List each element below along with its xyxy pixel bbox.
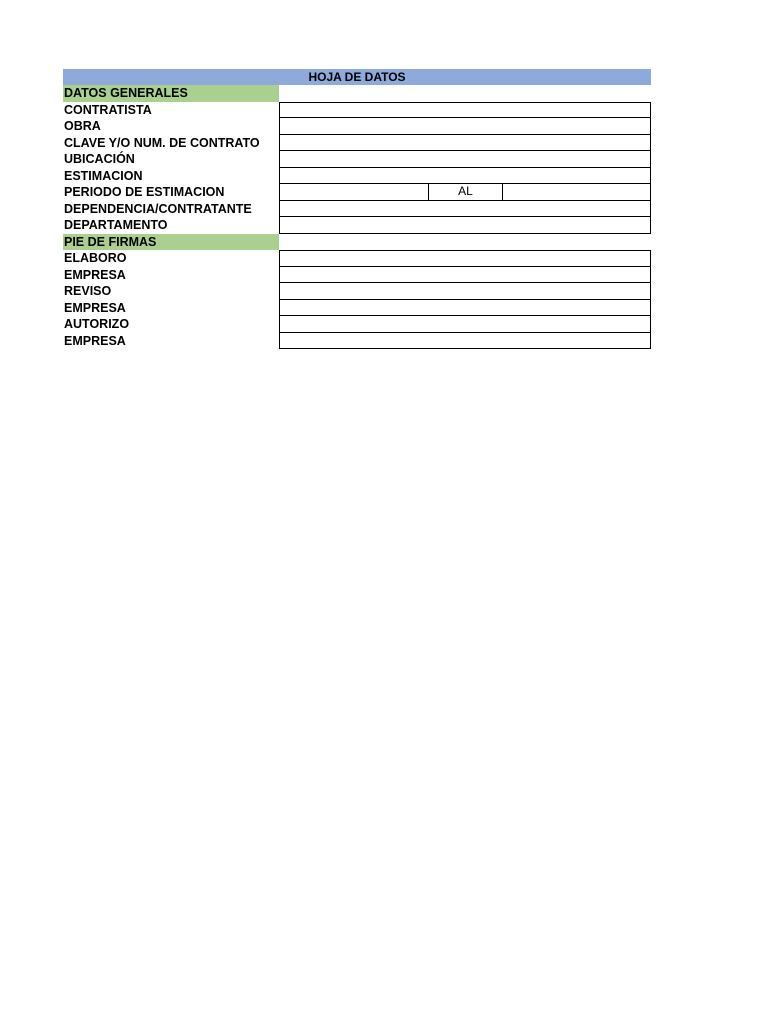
field-autorizo[interactable] <box>279 316 651 333</box>
field-clave[interactable] <box>279 135 651 152</box>
label-obra: OBRA <box>64 119 101 133</box>
sheet-title: HOJA DE DATOS <box>63 69 651 85</box>
field-contratista[interactable] <box>279 102 651 119</box>
label-contratista: CONTRATISTA <box>64 102 152 117</box>
row-empresa-3 <box>63 333 651 350</box>
row-empresa-2 <box>63 300 651 317</box>
label-empresa-2: EMPRESA <box>64 300 126 315</box>
label-empresa-1: EMPRESA <box>64 267 126 282</box>
field-empresa-2[interactable] <box>279 300 651 317</box>
field-empresa-1[interactable] <box>279 267 651 284</box>
row-reviso <box>63 283 651 300</box>
row-estimacion <box>63 168 651 185</box>
label-autorizo: AUTORIZO <box>64 317 130 331</box>
periodo-separator: AL <box>429 184 503 200</box>
field-reviso[interactable] <box>279 283 651 300</box>
row-autorizo <box>63 316 651 333</box>
label-periodo: PERIODO DE ESTIMACION <box>64 185 225 199</box>
label-ubicacion: UBICACIÓN <box>64 152 135 166</box>
field-obra[interactable] <box>279 118 651 135</box>
row-contratista <box>63 102 651 119</box>
section-header-firmas <box>63 234 651 251</box>
row-empresa-1 <box>63 267 651 284</box>
row-periodo <box>63 184 651 201</box>
field-elaboro[interactable] <box>279 250 651 267</box>
data-sheet <box>63 69 651 349</box>
row-departamento <box>63 217 651 234</box>
label-departamento: DEPARTAMENTO <box>64 218 168 232</box>
field-ubicacion[interactable] <box>279 151 651 168</box>
section-heading-firmas: PIE DE FIRMAS <box>63 234 279 251</box>
row-elaboro <box>63 250 651 267</box>
field-periodo-start[interactable] <box>280 184 429 200</box>
label-empresa-3: EMPRESA <box>64 333 126 348</box>
row-ubicacion <box>63 151 651 168</box>
label-reviso: REVISO <box>64 284 112 298</box>
label-estimacion: ESTIMACION <box>64 168 143 183</box>
field-dependencia[interactable] <box>279 201 651 218</box>
row-dependencia <box>63 201 651 218</box>
row-clave <box>63 135 651 152</box>
row-obra <box>63 118 651 135</box>
label-clave: CLAVE Y/O NUM. DE CONTRATO <box>64 135 260 150</box>
section-header-general <box>63 85 651 102</box>
field-estimacion[interactable] <box>279 168 651 185</box>
field-periodo <box>279 184 651 201</box>
field-departamento[interactable] <box>279 217 651 234</box>
label-elaboro: ELABORO <box>64 251 127 265</box>
field-empresa-3[interactable] <box>279 333 651 350</box>
field-periodo-end[interactable] <box>503 184 650 200</box>
label-dependencia: DEPENDENCIA/CONTRATANTE <box>64 201 252 216</box>
section-heading-general: DATOS GENERALES <box>63 85 279 102</box>
